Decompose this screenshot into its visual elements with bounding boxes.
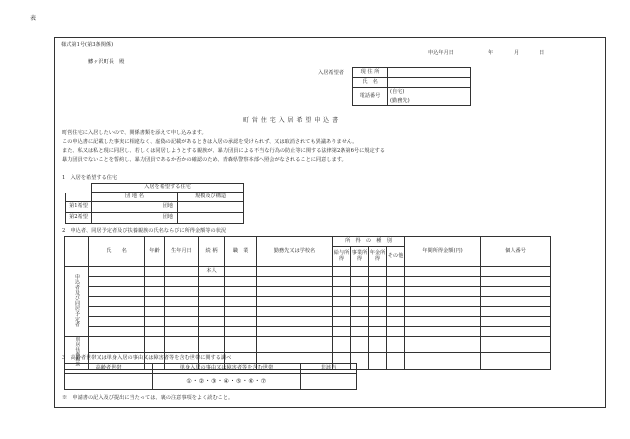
s2-income-pension: 年金所得 [369, 247, 387, 267]
date-year: 年 [488, 50, 494, 56]
s2-income-salary: 給与所得 [333, 247, 351, 267]
section2-heading: 2 申込者、同居予定者及び扶養親族の氏名ならびに所得金額等の状況 [62, 228, 227, 234]
table-row [65, 307, 551, 317]
s2-age-header: 年齢 [145, 237, 165, 267]
phone-value[interactable]: (自宅) (勤務先) [388, 88, 471, 106]
choice-2-structure[interactable] [178, 213, 244, 224]
section1-heading: 1 入居を希望する住宅 [62, 175, 118, 181]
s2-dependents-label: 別居扶養親族 [74, 337, 80, 367]
table-row [65, 317, 551, 327]
table-row [65, 277, 551, 287]
form-id: 様式第1号(第3条関係) [61, 42, 114, 48]
choice-1-danchi[interactable]: 団地 [92, 202, 178, 213]
danchi-header: 団 地 名 [92, 193, 178, 202]
s2-workplace-header: 勤務先又は学校名 [257, 237, 333, 267]
body-line-3: また、私又は私と現に同居し、若しくは同居しようとする親族が、暴力団員による不当な行為の防止等に関する法律第2条第6号に規定する [62, 148, 386, 154]
s2-name-header: 氏 名 [89, 237, 145, 267]
choice-2-danchi[interactable]: 団地 [92, 213, 178, 224]
table-row [65, 327, 551, 337]
s2-relation-header: 続 柄 [199, 237, 225, 267]
choice-2-label: 第2希望 [66, 213, 92, 224]
table-row [65, 287, 551, 297]
address-label: 現 住 所 [353, 68, 388, 78]
s3-elderly-value[interactable] [65, 374, 153, 390]
structure-header: 規模及び構造 [178, 193, 244, 202]
s2-income-group-header: 所 得 の 種 別 [333, 237, 405, 247]
form-title: 町 営 住 宅 入 居 希 望 申 込 書 [243, 117, 339, 124]
section3-heading: 3 高齢者世帯又は単身入居の事由又は障害者等を含む世帯に関する調べ [62, 355, 232, 361]
s2-job-header: 職 業 [225, 237, 257, 267]
s2-annual-income-header: 年間所得金額(円) [405, 237, 481, 267]
s2-income-business: 事業所得 [351, 247, 369, 267]
choice-1-structure[interactable] [178, 202, 244, 213]
section3-table [64, 363, 357, 390]
name-value[interactable] [388, 78, 471, 88]
name-label: 氏 名 [353, 78, 388, 88]
s2-self-label: 本人 [199, 267, 225, 277]
section1-table [65, 183, 244, 224]
body-line-1: 町営住宅に入居したいので、関係書類を添えて申し込みます。 [62, 130, 207, 136]
s3-na-header: 非該当 [301, 364, 357, 374]
section2-table [64, 236, 551, 370]
corner-label: 表 [30, 15, 37, 22]
s2-birth-header: 生年月日 [165, 237, 199, 267]
phone-label: 電話番号 [353, 88, 388, 106]
body-line-2: この申込書に記載した事実に相違なく、虚偽の記載があるときは入居の承認を受けられず、又は取消されても異議ありません。 [62, 139, 358, 145]
date-day: 日 [539, 50, 545, 56]
s3-na-value[interactable] [301, 374, 357, 390]
applicant-label: 入居希望者 [318, 70, 344, 76]
applicant-table [352, 67, 471, 106]
choice-1-label: 第1希望 [66, 202, 92, 213]
s2-income-other: その他 [387, 247, 405, 267]
footnote: ※ 申請書の記入及び提出に当たっては、裏の注意事項をよく読むこと。 [62, 395, 234, 401]
addressee: 鰺ヶ沢町長 殿 [88, 59, 125, 65]
s2-side-label: 申込者及び同居予定者 [74, 273, 80, 327]
address-value[interactable] [388, 68, 471, 78]
date-month: 月 [514, 50, 520, 56]
s3-options[interactable]: ①・②・③・④・⑤・⑥・⑦ [153, 374, 301, 390]
body-line-4: 暴力団員でないことを誓約し、暴力団員であるか否かの確認のため、青森県警察本部へ照会がなされることに同意します。 [62, 157, 347, 163]
date-label: 申込年月日 [428, 50, 454, 56]
s3-single-header: 単身入居の事由又は障害者等を含む世帯 [153, 364, 301, 374]
section1-group-header: 入居を希望する住宅 [92, 184, 244, 193]
s3-elderly-header: 高齢者世帯 [65, 364, 153, 374]
table-row [65, 297, 551, 307]
s2-personal-no-header: 個人番号 [481, 237, 551, 267]
